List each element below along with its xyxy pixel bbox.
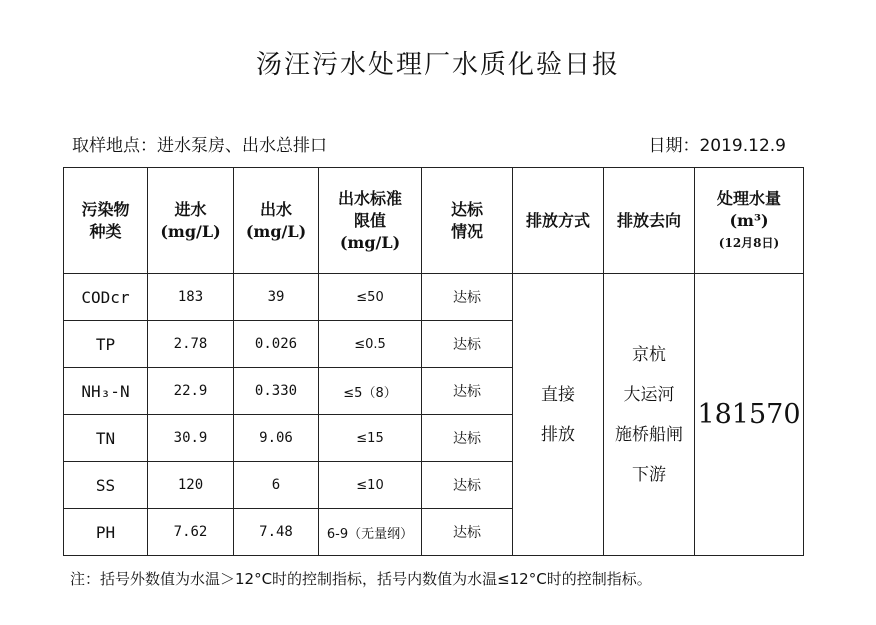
limit-value: ≤10 — [319, 462, 422, 509]
report-title: 汤汪污水处理厂水质化验日报 — [255, 50, 620, 80]
inflow-value: 120 — [148, 462, 234, 509]
header-outflow: 出水 (mg/L) — [234, 168, 319, 274]
pollutant-name: TP — [64, 321, 148, 368]
header-pollutant: 污染物 种类 — [64, 168, 148, 274]
inflow-value: 2.78 — [148, 321, 234, 368]
status-value: 达标 — [422, 462, 513, 509]
pollutant-name: NH₃-N — [64, 368, 148, 415]
water-quality-table — [63, 167, 804, 556]
status-value: 达标 — [422, 415, 513, 462]
pollutant-name: CODcr — [64, 274, 148, 321]
header-limit: 出水标准 限值 (mg/L) — [319, 168, 422, 274]
discharge-direction: 京杭 大运河 施桥船闸 下游 — [604, 274, 695, 556]
status-value: 达标 — [422, 321, 513, 368]
treated-volume: 181570 — [695, 274, 804, 556]
header-volume: 处理水量 (m³) (12月8日) — [695, 168, 804, 274]
outflow-value: 6 — [234, 462, 319, 509]
outflow-value: 0.026 — [234, 321, 319, 368]
discharge-method: 直接 排放 — [513, 274, 604, 556]
footnote: 注：括号外数值为水温＞12°C时的控制指标，括号内数值为水温≤12°C时的控制指标。 — [70, 570, 652, 588]
sampling-location: 取样地点：进水泵房、出水总排口 — [72, 136, 327, 156]
report-date: 日期：2019.12.9 — [648, 136, 786, 156]
pollutant-name: SS — [64, 462, 148, 509]
header-status: 达标 情况 — [422, 168, 513, 274]
status-value: 达标 — [422, 274, 513, 321]
pollutant-name: PH — [64, 509, 148, 556]
limit-value: ≤15 — [319, 415, 422, 462]
inflow-value: 22.9 — [148, 368, 234, 415]
outflow-value: 0.330 — [234, 368, 319, 415]
outflow-value: 9.06 — [234, 415, 319, 462]
outflow-value: 7.48 — [234, 509, 319, 556]
status-value: 达标 — [422, 368, 513, 415]
pollutant-name: TN — [64, 415, 148, 462]
inflow-value: 7.62 — [148, 509, 234, 556]
header-row — [64, 168, 804, 274]
table-row — [64, 274, 804, 321]
status-value: 达标 — [422, 509, 513, 556]
inflow-value: 30.9 — [148, 415, 234, 462]
header-discharge-method: 排放方式 — [513, 168, 604, 274]
header-inflow: 进水 (mg/L) — [148, 168, 234, 274]
limit-value: ≤5（8） — [319, 368, 422, 415]
header-discharge-direction: 排放去向 — [604, 168, 695, 274]
limit-value: ≤0.5 — [319, 321, 422, 368]
outflow-value: 39 — [234, 274, 319, 321]
limit-value: 6-9（无量纲） — [319, 509, 422, 556]
inflow-value: 183 — [148, 274, 234, 321]
limit-value: ≤50 — [319, 274, 422, 321]
